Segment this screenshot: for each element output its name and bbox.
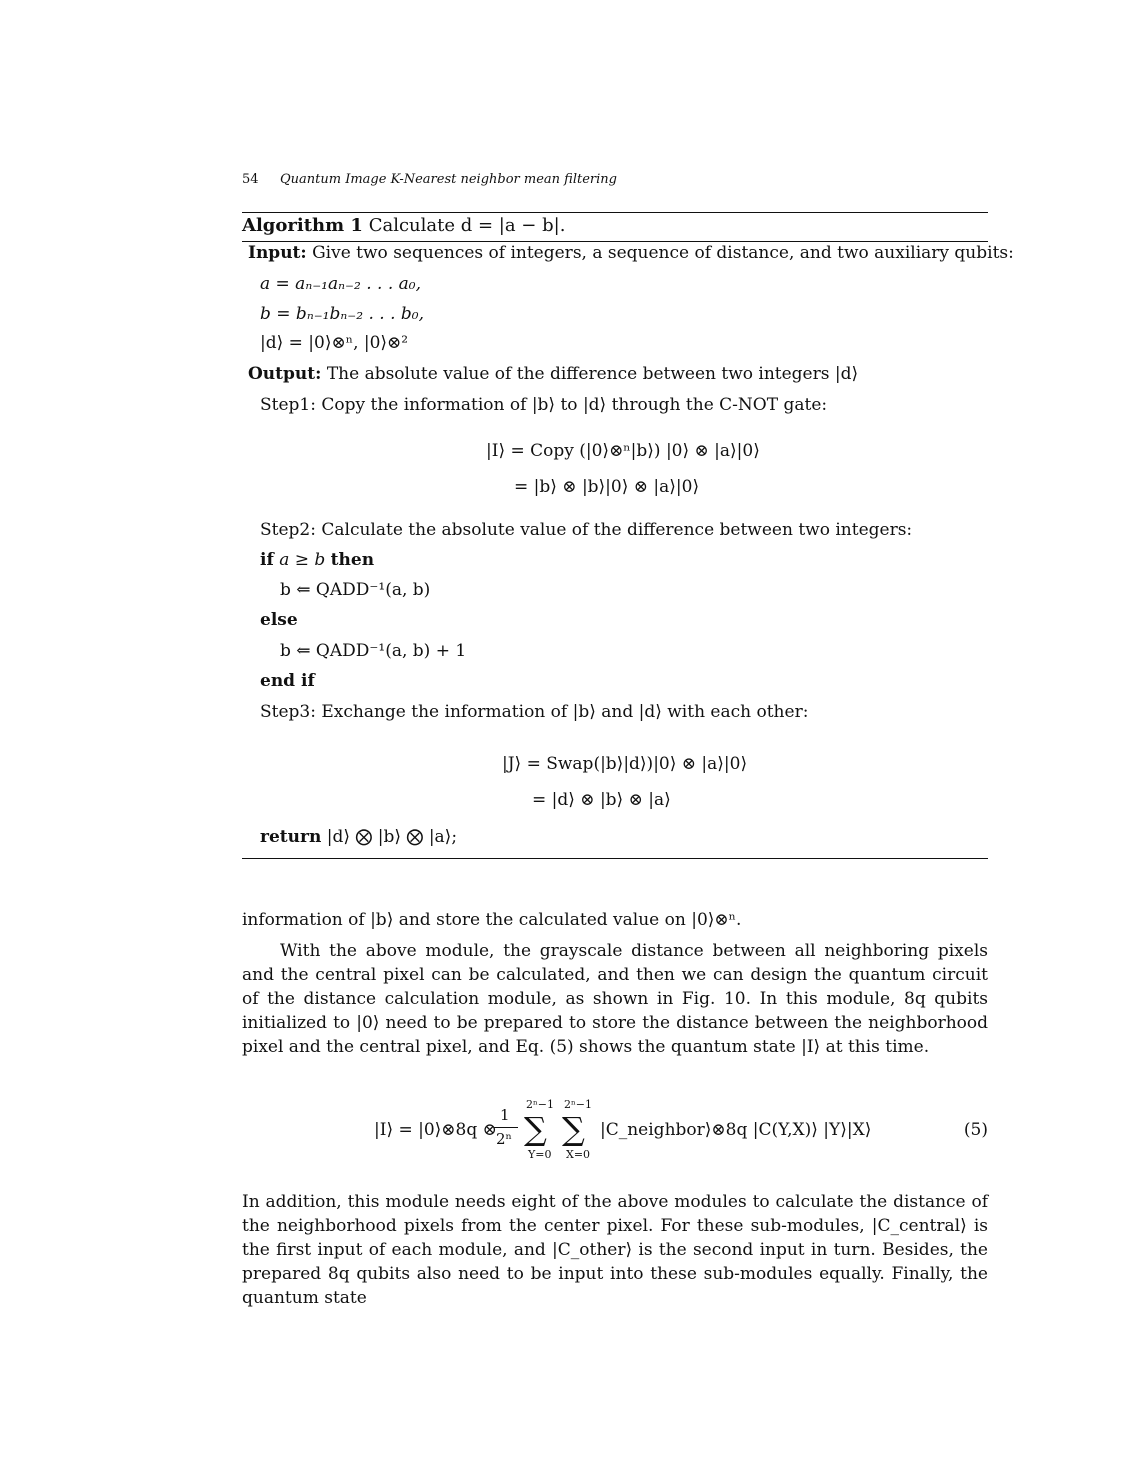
fraction-numerator: 1: [500, 1106, 510, 1124]
fraction-denominator: 2ⁿ: [496, 1130, 513, 1148]
return-line: [260, 827, 457, 847]
output-text: The absolute value of the difference between two integers |d⟩: [326, 364, 859, 384]
if-keyword: if: [260, 550, 274, 570]
end-if-keyword: end if: [260, 671, 315, 691]
paragraph-2-text: With the above module, the grayscale distance between all neighboring pixels and the central pixel can be calculated, and then we can design the quantum circuit of the distance calculation module, as shown in Fig. 10. In this module, 8q qubits initialized to |0⟩ need to be prepared to store the distance between the neighborhood pixel and the central pixel, and Eq. (5) shows the quantum state |I⟩ at this time.: [242, 941, 988, 1057]
input-line: [248, 243, 1014, 263]
equation-5: [242, 1100, 988, 1164]
step1-equation-2: = |b⟩ ⊗ |b⟩|0⟩ ⊗ |a⟩|0⟩: [514, 477, 700, 497]
sum1-upper-limit: 2ⁿ−1: [526, 1098, 554, 1111]
sum2-symbol: ∑: [562, 1110, 585, 1148]
paragraph-3: [242, 1190, 988, 1310]
algorithm-box: [242, 212, 1014, 859]
page-number: 54: [242, 172, 259, 187]
else-body: b ⇐ QADD⁻¹(a, b) + 1: [280, 641, 467, 661]
equation-lhs: |I⟩ = |0⟩⊗8q ⊗: [374, 1120, 497, 1140]
input-text: Give two sequences of integers, a sequence of distance, and two auxiliary qubits:: [312, 243, 1014, 263]
input-a: a = aₙ₋₁aₙ₋₂ . . . a₀,: [260, 274, 421, 294]
sum2-upper-limit: 2ⁿ−1: [564, 1098, 592, 1111]
output-label: Output:: [248, 364, 322, 384]
else-keyword: else: [260, 610, 298, 630]
equation-number: (5): [963, 1120, 988, 1140]
algorithm-label: Algorithm 1: [242, 215, 363, 236]
input-b: b = bₙ₋₁bₙ₋₂ . . . b₀,: [260, 304, 424, 324]
paragraph-1: [242, 908, 988, 932]
step3-equation-2: = |d⟩ ⊗ |b⟩ ⊗ |a⟩: [532, 790, 671, 810]
algorithm-title: [242, 215, 565, 236]
step3-text: Step3: Exchange the information of |b⟩ and |d⟩ with each other:: [260, 702, 809, 722]
paragraph-2: [242, 939, 988, 1059]
then-keyword: then: [330, 550, 375, 570]
step1-text: Step1: Copy the information of |b⟩ to |d⟩ through the C-NOT gate:: [260, 395, 828, 415]
if-line: [260, 550, 374, 570]
if-body: b ⇐ QADD⁻¹(a, b): [280, 580, 431, 600]
input-d: |d⟩ = |0⟩⊗ⁿ, |0⟩⊗²: [260, 333, 409, 353]
input-label: Input:: [248, 243, 307, 263]
algorithm-title-rule: [242, 241, 988, 242]
paragraph-3-text: In addition, this module needs eight of the above modules to calculate the distance of the neighborhood pixels from the center pixel. For these sub-modules, |C_central⟩ is the first input of each module, and |C_other⟩ is the second input in turn. Besides, the prepared 8q qubits also need to be input into these sub-modules equally. Finally, the quantum state: [242, 1192, 988, 1308]
algorithm-caption: Calculate d = |a − b|.: [368, 215, 566, 236]
running-header: [242, 172, 617, 187]
step1-equation-1: |I⟩ = Copy (|0⟩⊗ⁿ|b⟩) |0⟩ ⊗ |a⟩|0⟩: [486, 441, 760, 461]
if-condition: a ≥ b: [279, 550, 326, 570]
step3-equation-1: |J⟩ = Swap(|b⟩|d⟩)|0⟩ ⊗ |a⟩|0⟩: [502, 754, 748, 774]
running-title: Quantum Image K-Nearest neighbor mean filtering: [280, 172, 617, 187]
return-expression: |d⟩ ⨂ |b⟩ ⨂ |a⟩;: [326, 827, 458, 847]
sum1-symbol: ∑: [524, 1110, 547, 1148]
sum2-lower-limit: X=0: [566, 1148, 591, 1161]
sum1-lower-limit: Y=0: [528, 1148, 552, 1161]
equation-rhs: |C_neighbor⟩⊗8q |C(Y,X)⟩ |Y⟩|X⟩: [600, 1120, 872, 1140]
return-keyword: return: [260, 827, 322, 847]
step2-text: Step2: Calculate the absolute value of the difference between two integers:: [260, 520, 913, 540]
output-line: [248, 364, 858, 384]
fraction-bar: [494, 1127, 518, 1128]
paragraph-1-text: information of |b⟩ and store the calculated value on |0⟩⊗ⁿ.: [242, 910, 742, 930]
